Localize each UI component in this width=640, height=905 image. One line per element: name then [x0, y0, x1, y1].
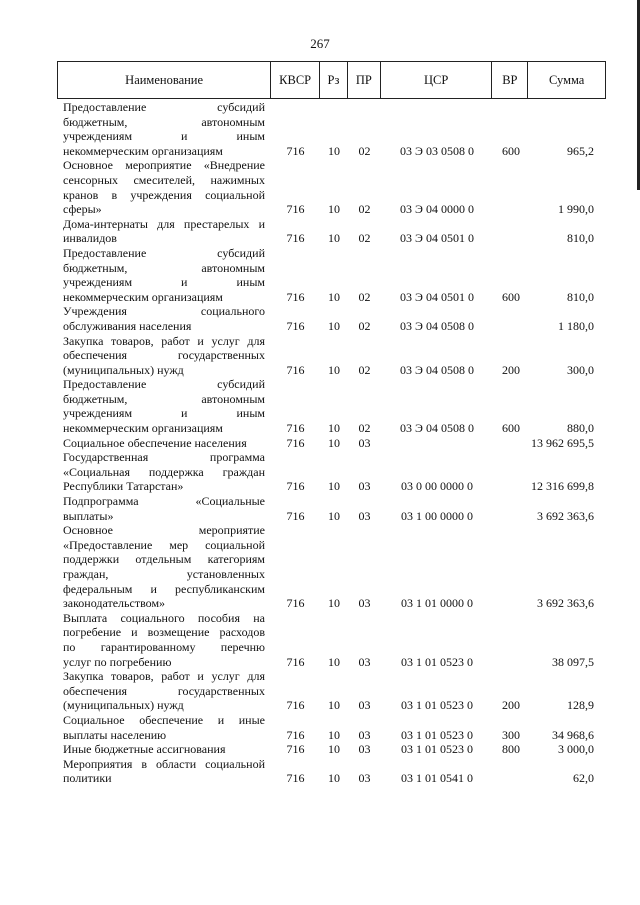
row-kvsr: 716 [286, 698, 305, 713]
row-kvsr: 716 [286, 202, 305, 217]
header-rz: Рз [320, 62, 348, 98]
row-name-line: федеральным и республиканским [63, 581, 265, 596]
row-csr: 03 Э 04 0508 0 [400, 421, 474, 436]
row-rz: 10 [328, 771, 340, 786]
row-pr: 02 [358, 289, 371, 304]
row-csr: 03 Э 04 0501 0 [400, 231, 474, 246]
row-name-line: обеспечения государственных [63, 348, 265, 363]
row-sum: 880,0 [567, 421, 594, 436]
row-name-line: Закупка товаров, работ и услуг для [63, 669, 265, 684]
table-row [57, 611, 606, 669]
row-name [57, 742, 271, 757]
row-name-line: учреждениям и иным [63, 275, 265, 290]
row-rz: 10 [328, 596, 340, 611]
row-sum: 62,0 [573, 771, 594, 786]
row-rz: 10 [328, 654, 340, 669]
row-name-line: сферы» [63, 202, 102, 217]
row-csr: 03 Э 03 0508 0 [400, 143, 474, 158]
row-pr: 02 [358, 362, 371, 377]
table-row [57, 742, 606, 757]
row-sum: 3 692 363,6 [537, 508, 594, 523]
row-sum: 3 692 363,6 [537, 596, 594, 611]
row-sum: 300,0 [567, 362, 594, 377]
row-name-line: поддержки отдельным категориям [63, 552, 265, 567]
row-name [57, 100, 271, 158]
row-sum: 810,0 [567, 231, 594, 246]
header-name: Наименование [58, 62, 271, 98]
row-name-line: Мероприятия в области социальной [63, 756, 265, 771]
table-row [57, 494, 606, 523]
row-name [57, 713, 271, 742]
row-rz: 10 [328, 479, 340, 494]
table-row [57, 334, 606, 378]
row-name-line: некоммерческим организациям [63, 421, 223, 436]
row-csr: 03 1 01 0523 0 [401, 742, 473, 757]
row-kvsr: 716 [286, 508, 305, 523]
row-name [57, 450, 271, 494]
header-vr: ВР [492, 62, 528, 98]
table-row [57, 246, 606, 304]
row-csr: 03 1 01 0000 0 [401, 596, 473, 611]
row-rz: 10 [328, 231, 340, 246]
row-name-line: инвалидов [63, 231, 117, 246]
row-name [57, 246, 271, 304]
table-row [57, 436, 606, 451]
row-rz: 10 [328, 435, 340, 450]
row-name-line: услуг по погребению [63, 654, 172, 669]
row-kvsr: 716 [286, 596, 305, 611]
row-pr: 03 [358, 654, 371, 669]
row-rz: 10 [328, 508, 340, 523]
row-sum: 12 316 699,8 [531, 479, 594, 494]
row-name-line: Социальное обеспечение населения [63, 435, 247, 450]
row-name-line: Учреждения социального [63, 304, 265, 319]
row-rz: 10 [328, 289, 340, 304]
row-vr: 200 [502, 698, 520, 713]
row-sum: 3 000,0 [558, 742, 594, 757]
row-vr: 300 [502, 727, 520, 742]
row-name-line: Предоставление субсидий [63, 100, 265, 114]
row-sum: 34 968,6 [552, 727, 594, 742]
row-csr: 03 1 01 0541 0 [401, 771, 473, 786]
row-name-line: кранов в учреждения социальной [63, 187, 265, 202]
row-kvsr: 716 [286, 727, 305, 742]
row-name-line: учреждениям и иным [63, 129, 265, 144]
row-kvsr: 716 [286, 143, 305, 158]
row-kvsr: 716 [286, 771, 305, 786]
row-kvsr: 716 [286, 362, 305, 377]
row-pr: 02 [358, 202, 371, 217]
row-name-line: выплаты» [63, 508, 114, 523]
row-vr: 600 [502, 143, 520, 158]
row-rz: 10 [328, 698, 340, 713]
row-name-line: (муниципальных) нужд [63, 698, 184, 713]
row-pr: 03 [358, 727, 371, 742]
row-name-line: Предоставление субсидий [63, 245, 265, 260]
row-name-line: законодательством» [63, 596, 166, 611]
row-name [57, 757, 271, 786]
row-csr: 03 1 01 0523 0 [401, 654, 473, 669]
row-pr: 02 [358, 421, 371, 436]
row-kvsr: 716 [286, 289, 305, 304]
row-vr: 200 [502, 362, 520, 377]
page-number: 267 [310, 36, 330, 51]
row-vr: 600 [502, 421, 520, 436]
row-pr: 03 [358, 435, 371, 450]
row-csr: 03 Э 04 0508 0 [400, 362, 474, 377]
row-pr: 03 [358, 771, 371, 786]
row-name-line: Основное мероприятие [63, 523, 265, 538]
row-sum: 13 962 695,5 [531, 435, 594, 450]
row-name-line: Основное мероприятие «Внедрение [63, 158, 265, 173]
row-sum: 1 990,0 [558, 202, 594, 217]
header-kvsr: КВСР [271, 62, 320, 98]
table-row [57, 713, 606, 742]
row-pr: 03 [358, 596, 371, 611]
row-name [57, 377, 271, 435]
row-csr: 03 1 01 0523 0 [401, 727, 473, 742]
table-row [57, 669, 606, 713]
row-name [57, 523, 271, 611]
row-pr: 02 [358, 231, 371, 246]
row-pr: 03 [358, 742, 371, 757]
row-kvsr: 716 [286, 479, 305, 494]
row-name-line: граждан, установленных [63, 567, 265, 581]
row-name-line: сенсорных смесителей, нажимных [63, 172, 265, 187]
row-rz: 10 [328, 318, 340, 333]
row-pr: 03 [358, 698, 371, 713]
row-name-line: бюджетным, автономным [63, 260, 265, 275]
row-kvsr: 716 [286, 435, 305, 450]
table-row [57, 450, 606, 494]
row-rz: 10 [328, 143, 340, 158]
row-name-line: некоммерческим организациям [63, 143, 223, 158]
row-name-line: Подпрограмма «Социальные [63, 494, 265, 509]
row-name-line: выплаты населению [63, 727, 167, 742]
header-sum: Сумма [548, 72, 585, 87]
table-row [57, 757, 606, 786]
table-row [57, 523, 606, 611]
header-pr: ПР [348, 62, 381, 98]
table-row [57, 377, 606, 435]
row-name-line: Дома-интернаты для престарелых и [63, 216, 265, 231]
row-rz: 10 [328, 742, 340, 757]
row-name-line: обслуживания населения [63, 318, 192, 333]
row-name [57, 436, 271, 451]
row-name-line: Иные бюджетные ассигнования [63, 742, 226, 757]
row-kvsr: 716 [286, 421, 305, 436]
row-pr: 03 [358, 479, 371, 494]
row-sum: 38 097,5 [552, 654, 594, 669]
row-name [57, 217, 271, 246]
row-csr: 03 1 00 0000 0 [401, 508, 473, 523]
row-sum: 128,9 [567, 698, 594, 713]
row-sum: 1 180,0 [558, 318, 594, 333]
row-name [57, 334, 271, 378]
row-pr: 03 [358, 508, 371, 523]
row-name [57, 611, 271, 669]
row-kvsr: 716 [286, 654, 305, 669]
row-rz: 10 [328, 362, 340, 377]
row-rz: 10 [328, 727, 340, 742]
row-name-line: политики [63, 771, 112, 786]
table-row [57, 100, 606, 158]
row-sum: 965,2 [567, 143, 594, 158]
row-name-line: обеспечения государственных [63, 683, 265, 698]
row-name-line: Закупка товаров, работ и услуг для [63, 333, 265, 348]
row-name-line: Предоставление субсидий [63, 377, 265, 392]
row-kvsr: 716 [286, 231, 305, 246]
row-name [57, 494, 271, 523]
row-csr: 03 Э 04 0000 0 [400, 202, 474, 217]
row-pr: 02 [358, 318, 371, 333]
table-row [57, 304, 606, 333]
table-header [57, 61, 606, 99]
row-sum: 810,0 [567, 289, 594, 304]
row-name-line: бюджетным, автономным [63, 391, 265, 406]
table-body [57, 100, 606, 786]
table-row [57, 158, 606, 216]
row-name-line: «Предоставление мер социальной [63, 537, 265, 552]
row-csr: 03 Э 04 0508 0 [400, 318, 474, 333]
row-name-line: «Социальная поддержка граждан [63, 464, 265, 479]
row-name-line: погребение и возмещение расходов [63, 625, 265, 640]
header-csr: ЦСР [381, 62, 493, 98]
row-name-line: Выплата социального пособия на [63, 610, 265, 625]
row-name-line: учреждениям и иным [63, 406, 265, 421]
row-kvsr: 716 [286, 742, 305, 757]
row-name-line: Республики Татарстан» [63, 479, 184, 494]
row-csr: 03 1 01 0523 0 [401, 698, 473, 713]
row-csr: 03 0 00 0000 0 [401, 479, 473, 494]
row-rz: 10 [328, 421, 340, 436]
row-name [57, 669, 271, 713]
row-name [57, 304, 271, 333]
row-vr: 600 [502, 289, 520, 304]
row-name [57, 158, 271, 216]
row-name-line: (муниципальных) нужд [63, 362, 184, 377]
row-csr: 03 Э 04 0501 0 [400, 289, 474, 304]
row-name-line: по гарантированному перечню [63, 639, 265, 654]
row-name-line: бюджетным, автономным [63, 114, 265, 129]
row-name-line: Государственная программа [63, 450, 265, 465]
row-kvsr: 716 [286, 318, 305, 333]
row-pr: 02 [358, 143, 371, 158]
table-row [57, 217, 606, 246]
row-name-line: некоммерческим организациям [63, 289, 223, 304]
row-vr: 800 [502, 742, 520, 757]
row-name-line: Социальное обеспечение и иные [63, 712, 265, 727]
row-rz: 10 [328, 202, 340, 217]
